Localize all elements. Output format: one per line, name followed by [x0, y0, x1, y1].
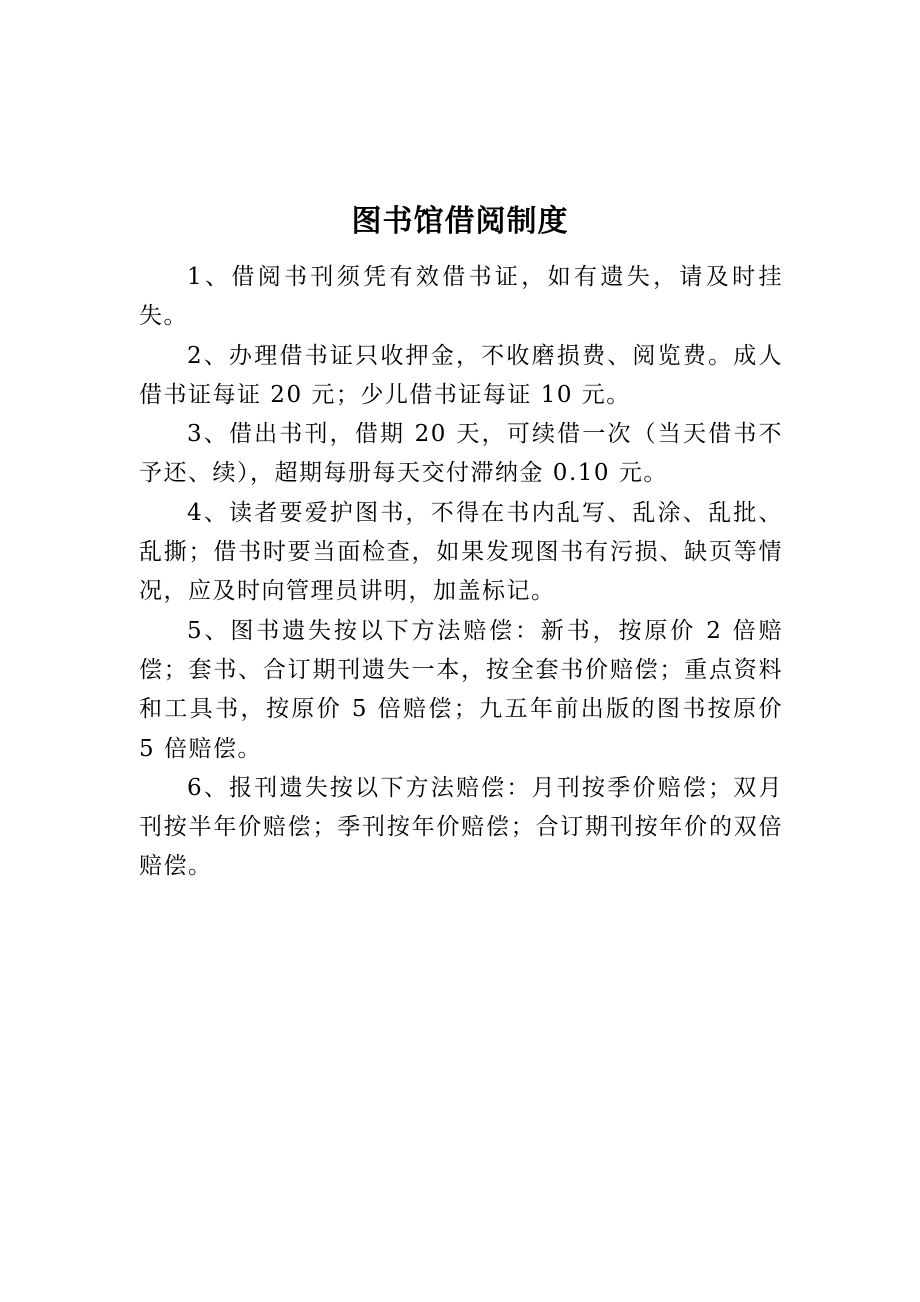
clause-5: 5、图书遗失按以下方法赔偿：新书，按原价 2 倍赔偿；套书、合订期刊遗失一本，按全套书价赔偿；重点资料和工具书，按原价 5 倍赔偿；九五年前出版的图书按原价 5 倍赔偿。 — [139, 617, 783, 762]
document-title: 图书馆借阅制度 — [351, 204, 569, 239]
clause-6: 6、报刊遗失按以下方法赔偿：月刊按季价赔偿；双月刊按半年价赔偿；季刊按年价赔偿；合订期刊按年价的双倍赔偿。 — [139, 774, 783, 880]
clause-3: 3、借出书刊，借期 20 天，可续借一次（当天借书不予还、续），超期每册每天交付滞纳金 0.10 元。 — [139, 421, 783, 487]
clause-2: 2、办理借书证只收押金，不收磨损费、阅览费。成人借书证每证 20 元；少儿借书证每证 10 元。 — [139, 342, 783, 408]
document-body — [139, 258, 783, 887]
clause-4: 4、读者要爱护图书，不得在书内乱写、乱涂、乱批、乱撕；借书时要当面检查，如果发现图书有污损、缺页等情况，应及时向管理员讲明，加盖标记。 — [139, 499, 783, 605]
clause-1: 1、借阅书刊须凭有效借书证，如有遗失，请及时挂失。 — [139, 264, 783, 330]
